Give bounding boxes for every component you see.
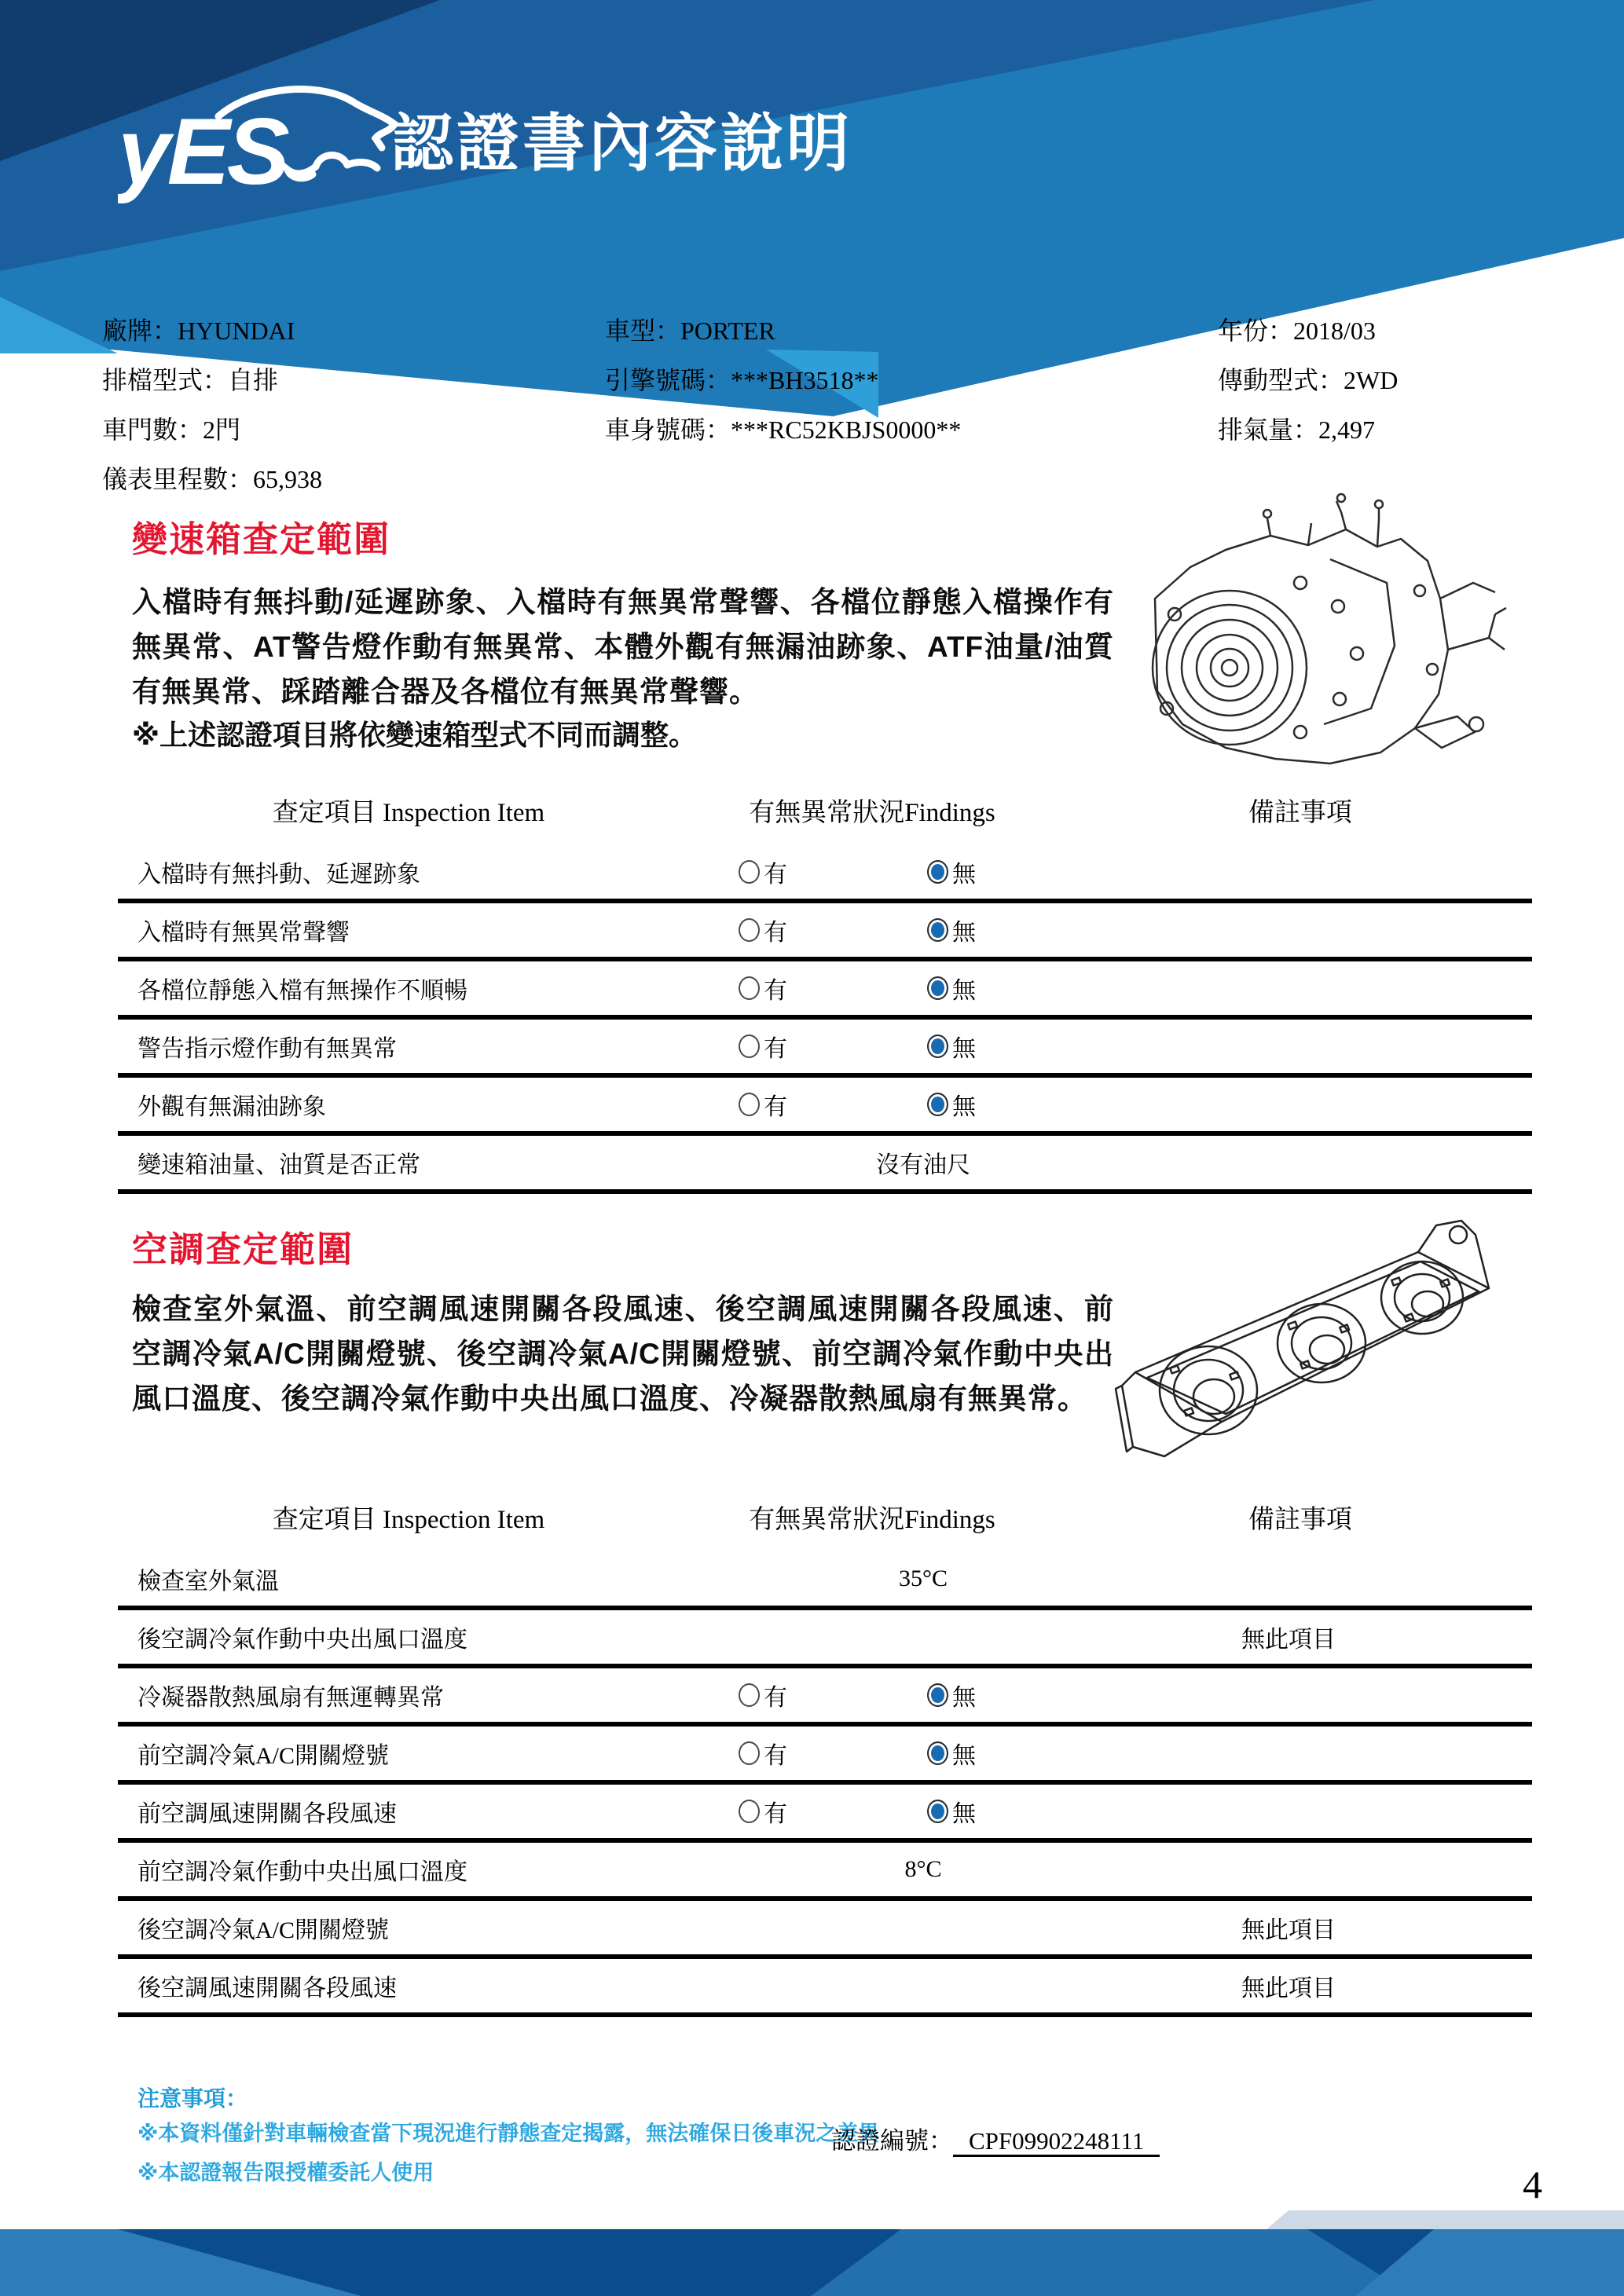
vehicle-model: 車型：PORTER: [605, 317, 775, 345]
table-row: [118, 1552, 1532, 1610]
radio-option-no: [927, 1678, 976, 1712]
radio-no-label: 無: [952, 978, 976, 1004]
radio-option-yes: [739, 971, 787, 1005]
notice-title: 注意事項：: [137, 2086, 248, 2111]
footer-mid-trapezoid: [811, 2229, 1413, 2296]
radio-checked-icon: [927, 1741, 948, 1765]
table-row: [118, 1610, 1532, 1668]
table2-header-row: [118, 1492, 1532, 1552]
ac-inspection-table: [118, 1492, 1532, 2017]
inspection-item-label: 檢查室外氣溫: [137, 1569, 279, 1595]
vehicle-body-number: 車身號碼：***RC52KBJS0000**: [605, 416, 962, 444]
table-row: [118, 1136, 1532, 1194]
table2-col-remarks: 備註事項: [1248, 1506, 1352, 1534]
section1-note: ※上述認證項目將依變速箱型式不同而調整。: [132, 719, 697, 751]
inspection-item-label: 後空調冷氣A/C開關燈號: [137, 1917, 390, 1943]
vehicle-drive-type: 傳動型式：2WD: [1218, 366, 1399, 394]
table-row: [118, 845, 1532, 903]
radio-unchecked-icon: [739, 860, 760, 884]
vehicle-year: 年份：2018/03: [1218, 317, 1376, 345]
radio-yes-label: 有: [764, 920, 787, 946]
radio-unchecked-icon: [739, 1683, 760, 1707]
table-row: [118, 1668, 1532, 1727]
inspection-item-label: 前空調冷氣A/C開關燈號: [137, 1743, 390, 1769]
table2-col-item: 查定項目 Inspection Item: [272, 1506, 545, 1534]
radio-unchecked-icon: [739, 1800, 760, 1823]
table-row: [118, 961, 1532, 1020]
radio-option-no: [927, 855, 976, 889]
inspection-item-label: 外觀有無漏油跡象: [137, 1094, 326, 1120]
radio-checked-icon: [927, 1093, 948, 1116]
section2-title: 空調查定範圍: [132, 1229, 354, 1269]
vehicle-mileage: 儀表里程數：65,938: [102, 465, 323, 493]
table1-col-findings: 有無異常狀況Findings: [749, 799, 995, 827]
page-number: 4: [1523, 2162, 1542, 2206]
radio-yes-label: 有: [764, 978, 787, 1004]
vehicle-info-col3: [1218, 306, 1398, 455]
radio-yes-label: 有: [764, 862, 787, 888]
radio-option-no: [927, 1087, 976, 1122]
radio-checked-icon: [927, 976, 948, 1000]
notice-line-1: ※本資料僅針對車輛檢查當下現況進行靜態查定揭露，無法確保日後車況之差異: [137, 2122, 880, 2145]
section2-description: 檢查室外氣溫、前空調風速開關各段風速、後空調風速開關各段風速、前空調冷氣A/C開關燈號、後空調冷氣A/C開關燈號、前空調冷氣作動中央出風口溫度、後空調冷氣作動中央出風口溫度、冷凝器散熱風扇有無異常。: [132, 1293, 1114, 1415]
radio-yes-label: 有: [764, 1094, 787, 1120]
certificate-number-label: 認證編號：: [831, 2127, 953, 2155]
vehicle-brand: 廠牌：HYUNDAI: [102, 317, 295, 345]
radio-no-label: 無: [952, 1801, 976, 1827]
radio-checked-icon: [927, 1034, 948, 1058]
inspection-item-label: 各檔位靜態入檔有無操作不順暢: [137, 978, 467, 1004]
radio-option-yes: [739, 855, 787, 889]
radio-option-no: [927, 971, 976, 1005]
transmission-inspection-table: [118, 785, 1532, 1194]
table-row: [118, 1785, 1532, 1843]
radio-unchecked-icon: [739, 976, 760, 1000]
inspection-item-label: 冷凝器散熱風扇有無運轉異常: [137, 1685, 444, 1711]
vehicle-door-count: 車門數：2門: [102, 416, 241, 444]
radio-option-yes: [739, 1029, 787, 1064]
radio-yes-label: 有: [764, 1743, 787, 1769]
radio-unchecked-icon: [739, 1034, 760, 1058]
yes-logo: [118, 75, 409, 217]
radio-checked-icon: [927, 918, 948, 942]
radio-no-label: 無: [952, 1036, 976, 1062]
vehicle-displacement: 排氣量：2,497: [1218, 416, 1376, 444]
radio-option-no: [927, 1736, 976, 1771]
radio-option-yes: [739, 1736, 787, 1771]
radio-option-yes: [739, 913, 787, 947]
certificate-number-line: [831, 2121, 1160, 2156]
vehicle-gearbox-type: 排檔型式：自排: [102, 366, 279, 394]
inspection-item-label: 後空調風速開關各段風速: [137, 1976, 397, 2001]
radio-checked-icon: [927, 860, 948, 884]
finding-text: 沒有油尺: [876, 1152, 970, 1178]
remark-text: 無此項目: [1241, 1976, 1336, 2001]
inspection-item-label: 變速箱油量、油質是否正常: [137, 1152, 420, 1178]
radio-no-label: 無: [952, 1094, 976, 1120]
table-row: [118, 903, 1532, 961]
radio-option-no: [927, 1794, 976, 1829]
table1-col-item: 查定項目 Inspection Item: [272, 799, 545, 827]
footer-banner: [0, 2207, 1624, 2296]
finding-text: 8°C: [904, 1856, 942, 1882]
inspection-item-label: 入檔時有無抖動、延遲跡象: [137, 862, 420, 888]
table-row: [118, 1727, 1532, 1785]
radio-unchecked-icon: [739, 1093, 760, 1116]
table2-col-findings: 有無異常狀況Findings: [749, 1506, 995, 1534]
radio-no-label: 無: [952, 1685, 976, 1711]
inspection-item-label: 後空調冷氣作動中央出風口溫度: [137, 1627, 467, 1653]
radio-no-label: 無: [952, 1743, 976, 1769]
radio-no-label: 無: [952, 862, 976, 888]
footer-pale-strip: [1267, 2210, 1624, 2229]
finding-text: 35°C: [898, 1565, 948, 1591]
table-row: [118, 1901, 1532, 1959]
vehicle-info-col2: [605, 306, 961, 455]
vehicle-info-col1: [102, 306, 322, 504]
radio-yes-label: 有: [764, 1801, 787, 1827]
table-row: [118, 1078, 1532, 1136]
section1-title: 變速箱查定範圍: [132, 519, 391, 559]
radio-option-no: [927, 913, 976, 947]
remark-text: 無此項目: [1241, 1627, 1336, 1653]
radio-option-yes: [739, 1794, 787, 1829]
radio-unchecked-icon: [739, 918, 760, 942]
inspection-item-label: 警告指示燈作動有無異常: [137, 1036, 397, 1062]
table-row: [118, 1843, 1532, 1901]
remark-text: 無此項目: [1241, 1917, 1336, 1943]
radio-unchecked-icon: [739, 1741, 760, 1765]
radio-checked-icon: [927, 1683, 948, 1707]
radio-yes-label: 有: [764, 1685, 787, 1711]
table1-col-remarks: 備註事項: [1248, 799, 1352, 827]
radio-option-no: [927, 1029, 976, 1064]
table-row: [118, 1020, 1532, 1078]
radio-option-yes: [739, 1678, 787, 1712]
vehicle-engine-number: 引擎號碼：***BH3518**: [605, 366, 879, 394]
certificate-number-value: CPF09902248111: [953, 2127, 1160, 2157]
page-title: 認證書內容說明: [390, 108, 852, 178]
inspection-item-label: 前空調冷氣作動中央出風口溫度: [137, 1859, 467, 1885]
radio-option-yes: [739, 1087, 787, 1122]
radio-no-label: 無: [952, 920, 976, 946]
radio-yes-label: 有: [764, 1036, 787, 1062]
notice-line-2: ※本認證報告限授權委託人使用: [137, 2161, 434, 2184]
transmission-illustration: [1065, 489, 1536, 795]
table1-header-row: [118, 785, 1532, 845]
yes-logo-text: yES: [118, 99, 287, 204]
radio-checked-icon: [927, 1800, 948, 1823]
inspection-item-label: 入檔時有無異常聲響: [137, 920, 350, 946]
inspection-item-label: 前空調風速開關各段風速: [137, 1801, 397, 1827]
table-row: [118, 1959, 1532, 2017]
section1-description: 入檔時有無抖動/延遲跡象、入檔時有無異常聲響、各檔位靜態入檔操作有無異常、AT警告燈作動有無異常、本體外觀有無漏油跡象、ATF油量/油質有無異常、踩踏離合器及各檔位有無異常聲響。: [132, 586, 1114, 708]
ac-panel-illustration: [1092, 1203, 1548, 1482]
